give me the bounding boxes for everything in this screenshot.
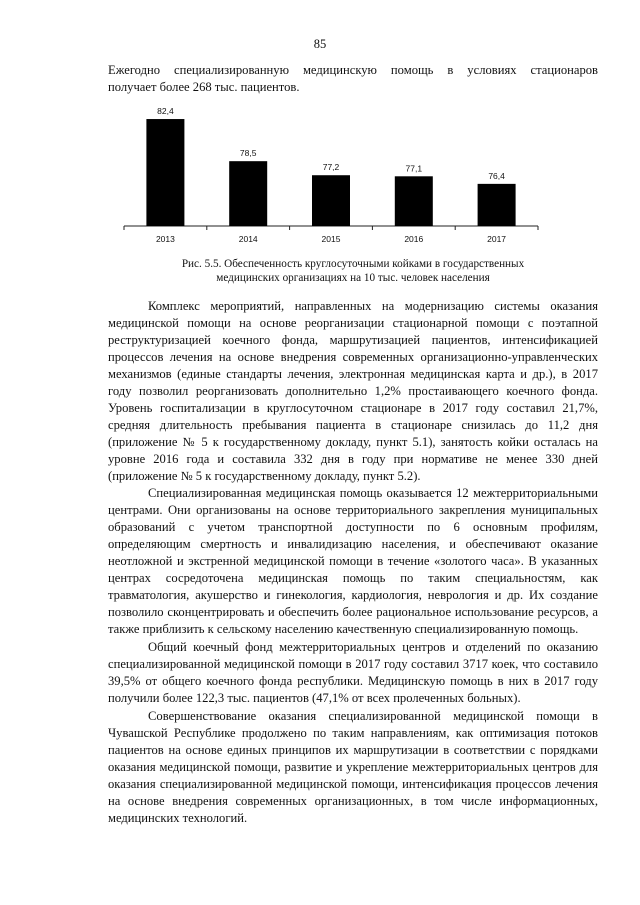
bar-2016 bbox=[395, 176, 433, 226]
x-tick-label-2016: 2016 bbox=[404, 234, 424, 244]
data-label-2017: 76,4 bbox=[488, 170, 505, 181]
data-label-2016: 77,1 bbox=[405, 163, 423, 174]
body-text bbox=[108, 298, 598, 827]
x-tick-label-2015: 2015 bbox=[321, 234, 341, 244]
caption-line-1: Рис. 5.5. Обеспеченность круглосуточными койками в государственных bbox=[181, 258, 525, 270]
bar-2013 bbox=[146, 119, 184, 226]
data-label-2013: 82,4 bbox=[157, 106, 174, 117]
data-label-2015: 77,2 bbox=[322, 162, 340, 173]
x-tick-label-2017: 2017 bbox=[487, 234, 507, 244]
bar-2015 bbox=[312, 175, 350, 226]
bar-chart bbox=[110, 105, 540, 253]
data-label-2014: 78,5 bbox=[239, 148, 257, 159]
caption-line-2: медицинских организациях на 10 тыс. человек населения bbox=[216, 272, 490, 284]
page-number: 85 bbox=[313, 37, 327, 51]
bar-2017 bbox=[478, 184, 516, 226]
paragraph-4: Совершенствование оказания специализированной медицинской помощи в Чувашской Республике продолжено по таким направлениям, как оптимизация потоков пациентов на основе единых принципов их маршрутизации в соответствии с порядками оказания медицинской помощи, развитие и укрепление межтерриториальных центров для оказания специализированной медицинской помощи, интенсификация процессов лечения на основе внедрения современных организационных, в том числе информационных, медицинских технологий. bbox=[108, 708, 598, 825]
paragraph-3: Общий коечный фонд межтерриториальных центров и отделений по оказанию специализированной медицинской помощи в 2017 году составил 3717 коек, что составило 39,5% от общего коечного фонда республики. Медицинскую помощь в них в 2017 году получили более 122,3 тыс. пациентов (47,1% от всех пролеченных больных). bbox=[108, 640, 598, 705]
bar-2014 bbox=[229, 161, 267, 226]
x-tick-label-2013: 2013 bbox=[155, 234, 175, 244]
paragraph-2: Специализированная медицинская помощь оказывается 12 межтерриториальными центрами. Они организованы на основе территориального закрепления муниципальных образований с учетом транспортной доступности по 6 основным профилям, определяющим смертность и инвалидизацию населения, и обеспечивают оказание неотложной и экстренной медицинской помощи в течение «золотого часа». В указанных центрах сосредоточена медицинская помощь по таким специальностям, как травматология, акушерство и гинекология, кардиология, неврология и др. Их создание позволило сконцентрировать и обеспечить более рациональное использование ресурсов, а также приблизить к сельскому населению качественную специализированную помощь. bbox=[108, 486, 598, 637]
intro-paragraph bbox=[108, 62, 598, 96]
figure-caption bbox=[108, 257, 598, 285]
intro-line-2: получает более 268 тыс. пациентов. bbox=[108, 80, 300, 94]
intro-line-1: Ежегодно специализированную медицинскую помощь в условиях стационаров bbox=[108, 63, 598, 77]
paragraph-1: Комплекс мероприятий, направленных на модернизацию системы оказания медицинской помощи на основе реорганизации стационарной помощи с поэтапной реструктуризацией коечного фонда, маршрутизацией пациентов, интенсификацией процессов лечения на основе внедрения современных организационно-управленческих механизмов (единые стандарты лечения, электронная медицинская карта и др.), в 2017 году позволил реорганизовать дополнительно 1,2% простаивающего коечного фонда. Уровень госпитализации в круглосуточном стационаре в 2017 году составил 21,7%, средняя длительность пребывания пациента в стационаре снизилась до 11,2 дня (приложение № 5 к государственному докладу, пункт 5.1), занятость койки осталась на уровне 2016 года и составила 332 дня в году при нормативе не менее 330 дней (приложение № 5 к государственному докладу, пункт 5.2). bbox=[108, 299, 598, 483]
x-tick-label-2014: 2014 bbox=[238, 234, 258, 244]
